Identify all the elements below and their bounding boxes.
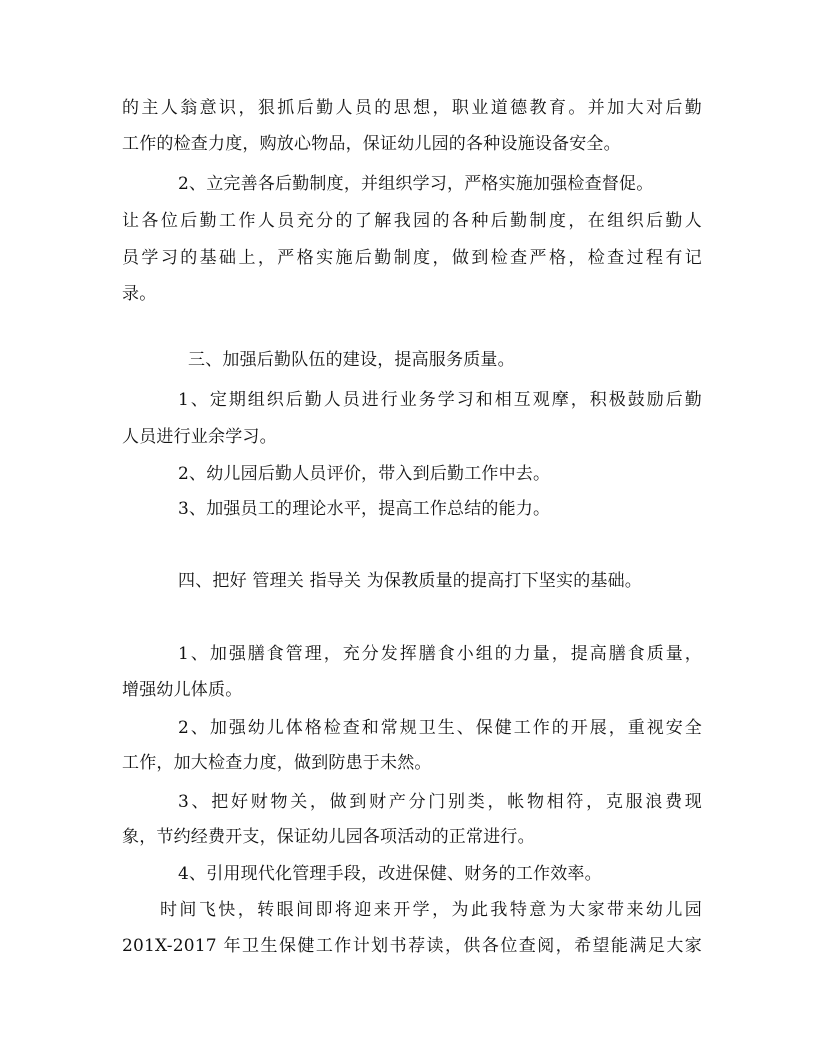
text-line: 员学习的基础上，严格实施后勤制度，做到检查严格，检查过程有记 (122, 248, 702, 268)
text-line: 时间飞快，转眼间即将迎来开学，为此我特意为大家带来幼儿园 (160, 900, 702, 920)
text-line: 1、定期组织后勤人员进行业务学习和相互观摩，积极鼓励后勤 (178, 390, 702, 410)
text-line: 录。 (122, 284, 157, 304)
text-line: 4、引用现代化管理手段，改进保健、财务的工作效率。 (178, 864, 602, 884)
text-line: 2、加强幼儿体格检查和常规卫生、保健工作的开展，重视安全 (178, 718, 702, 738)
text-line: 的主人翁意识，狠抓后勤人员的思想，职业道德教育。并加大对后勤 (122, 98, 702, 118)
text-line: 201X-2017 年卫生保健工作计划书荐读，供各位查阅，希望能满足大家 (122, 936, 702, 956)
text-line: 工作的检查力度，购放心物品，保证幼儿园的各种设施设备安全。 (122, 134, 621, 154)
text-line: 1、加强膳食管理，充分发挥膳食小组的力量，提高膳食质量， (178, 644, 702, 664)
text-line: 2、立完善各后勤制度，并组织学习，严格实施加强检查督促。 (178, 174, 654, 194)
text-line: 3、加强员工的理论水平，提高工作总结的能力。 (178, 499, 551, 519)
text-line: 象，节约经费开支，保证幼儿园各项活动的正常进行。 (122, 827, 535, 847)
section-heading: 四、把好 管理关 指导关 为保教质量的提高打下坚实的基础。 (178, 571, 643, 591)
text-line: 人员进行业余学习。 (122, 427, 277, 447)
text-line: 2、幼儿园后勤人员评价，带入到后勤工作中去。 (178, 464, 551, 484)
section-heading: 三、加强后勤队伍的建设，提高服务质量。 (188, 350, 515, 370)
text-line: 让各位后勤工作人员充分的了解我园的各种后勤制度，在组织后勤人 (122, 211, 702, 231)
text-line: 3、把好财物关，做到财产分门别类，帐物相符，克服浪费现 (178, 792, 702, 812)
text-line: 增强幼儿体质。 (122, 680, 243, 700)
text-line: 工作，加大检查力度，做到防患于未然。 (122, 753, 432, 773)
